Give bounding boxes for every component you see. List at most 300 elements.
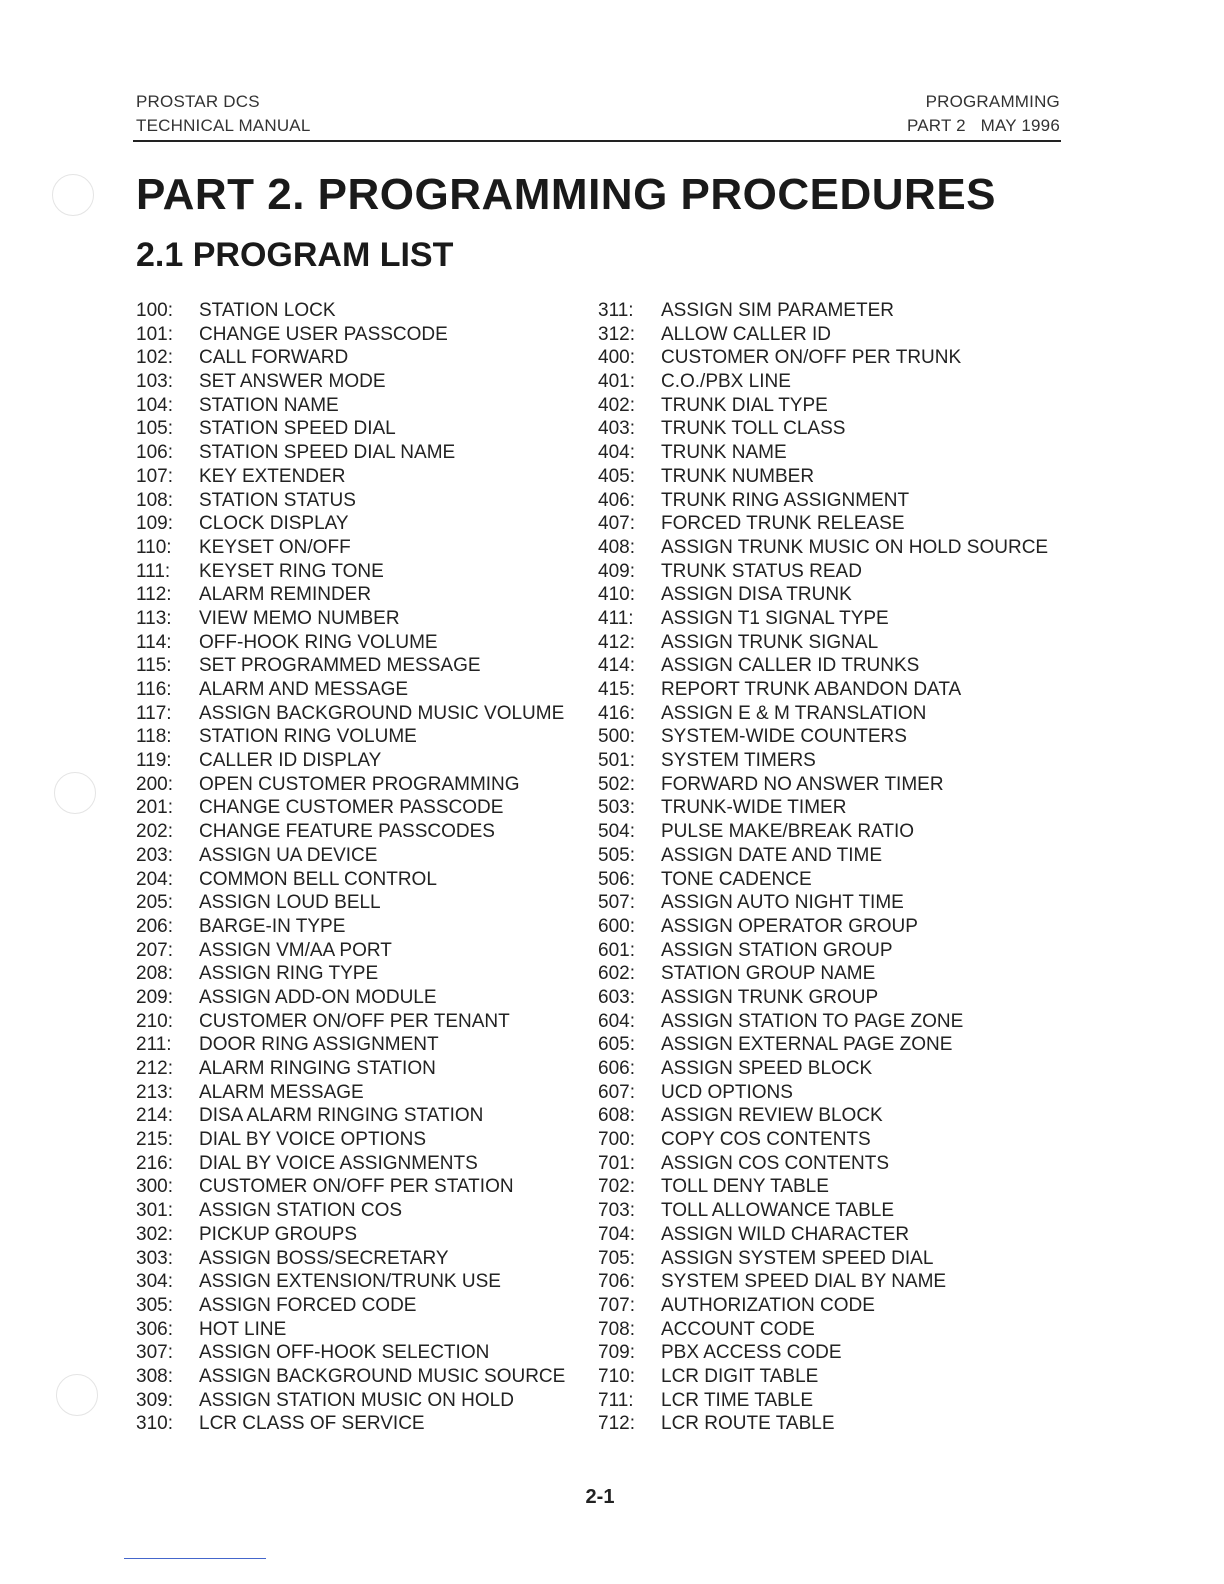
program-name: ASSIGN WILD CHARACTER [661, 1223, 910, 1245]
program-item [598, 299, 1038, 323]
program-name: STATION SPEED DIAL NAME [199, 442, 456, 464]
program-item [136, 749, 586, 773]
program-code: 415: [598, 679, 635, 700]
program-name: SYSTEM-WIDE COUNTERS [661, 726, 907, 748]
program-code: 215: [136, 1129, 173, 1151]
program-item [136, 1033, 586, 1057]
program-item [598, 346, 1038, 370]
program-name: COPY COS CONTENTS [661, 1129, 871, 1151]
program-code: 708: [598, 1318, 635, 1340]
program-code: 406: [598, 489, 635, 511]
program-item [136, 583, 586, 607]
program-item [598, 1152, 1038, 1176]
program-item [598, 536, 1049, 560]
program-list-left [136, 299, 586, 1436]
program-name: ASSIGN SPEED BLOCK [661, 1058, 873, 1079]
program-item [136, 1104, 586, 1128]
program-code: 410: [598, 584, 635, 606]
program-name: ASSIGN TRUNK MUSIC ON HOLD SOURCE [661, 536, 1049, 558]
program-name: PULSE MAKE/BREAK RATIO [661, 821, 915, 843]
program-name: ALLOW CALLER ID [661, 323, 831, 345]
program-item [136, 915, 586, 939]
program-code: 701: [598, 1152, 635, 1174]
program-item [598, 323, 1038, 347]
program-code: 116: [136, 679, 172, 700]
program-item [598, 1128, 1038, 1152]
program-name: PBX ACCESS CODE [661, 1342, 842, 1364]
header-manual: TECHNICAL MANUAL [136, 116, 311, 135]
program-code: 707: [598, 1294, 635, 1316]
program-item [598, 1365, 1038, 1389]
program-item [598, 560, 1038, 584]
program-name: STATION LOCK [199, 300, 336, 321]
program-name: ALARM AND MESSAGE [199, 679, 409, 700]
program-name: TRUNK STATUS READ [661, 560, 862, 582]
program-item [598, 915, 1038, 939]
program-name: SYSTEM TIMERS [661, 750, 816, 772]
program-item [598, 725, 1038, 749]
program-name: ALARM RINGING STATION [199, 1058, 436, 1079]
program-item [136, 1389, 586, 1413]
program-code: 301: [136, 1200, 173, 1222]
program-item [598, 583, 1038, 607]
program-name: CALL FORWARD [199, 347, 349, 369]
program-item [136, 844, 586, 868]
program-name: STATION NAME [199, 394, 339, 416]
program-item [136, 607, 586, 631]
program-name: TONE CADENCE [661, 868, 812, 890]
program-code: 205: [136, 892, 173, 914]
program-item [598, 1081, 1038, 1105]
program-code: 312: [598, 323, 635, 345]
program-item [136, 299, 586, 323]
program-code: 118: [136, 726, 172, 748]
program-code: 203: [136, 844, 173, 866]
program-item [136, 346, 586, 370]
program-name: ASSIGN STATION COS [199, 1200, 403, 1222]
program-code: 311: [598, 300, 634, 321]
program-code: 307: [136, 1342, 173, 1364]
program-code: 704: [598, 1223, 635, 1245]
program-name: ASSIGN BACKGROUND MUSIC SOURCE [199, 1365, 566, 1387]
program-code: 402: [598, 394, 635, 416]
program-code: 308: [136, 1365, 173, 1387]
program-code: 305: [136, 1294, 173, 1316]
program-name: FORCED TRUNK RELEASE [661, 513, 905, 535]
scan-edge-line [124, 1558, 266, 1559]
program-code: 212: [136, 1058, 173, 1079]
program-item [136, 1270, 586, 1294]
punch-hole-bottom [56, 1374, 98, 1416]
program-name: ASSIGN STATION MUSIC ON HOLD [199, 1389, 514, 1411]
program-item [136, 1318, 586, 1342]
program-name: ASSIGN EXTERNAL PAGE ZONE [661, 1034, 953, 1056]
program-code: 302: [136, 1223, 173, 1245]
program-item [598, 631, 1038, 655]
program-item [136, 702, 586, 726]
program-name: DISA ALARM RINGING STATION [199, 1105, 484, 1127]
program-name: ASSIGN T1 SIGNAL TYPE [661, 607, 889, 629]
program-item [136, 370, 586, 394]
program-item [598, 962, 1038, 986]
program-item [136, 1223, 586, 1247]
program-name: AUTHORIZATION CODE [661, 1294, 875, 1316]
program-name: COMMON BELL CONTROL [199, 868, 437, 890]
program-name: PICKUP GROUPS [199, 1223, 358, 1245]
header-product: PROSTAR DCS [136, 92, 260, 111]
program-item [598, 773, 1038, 797]
program-code: 300: [136, 1176, 173, 1198]
program-code: 309: [136, 1389, 173, 1411]
program-item [136, 1010, 586, 1034]
program-code: 601: [598, 939, 635, 961]
program-code: 102: [136, 347, 173, 369]
program-item [136, 1199, 586, 1223]
program-item [598, 820, 1038, 844]
program-code: 412: [598, 631, 635, 653]
program-name: CHANGE FEATURE PASSCODES [199, 821, 495, 843]
program-name: OPEN CUSTOMER PROGRAMMING [199, 773, 520, 795]
program-name: ASSIGN AUTO NIGHT TIME [661, 892, 904, 914]
header-rule [133, 140, 1061, 142]
program-item [598, 891, 1038, 915]
program-code: 306: [136, 1318, 173, 1340]
program-item [598, 654, 1038, 678]
program-name: CUSTOMER ON/OFF PER TENANT [199, 1010, 510, 1032]
program-name: ASSIGN UA DEVICE [199, 844, 378, 866]
header-part-date: PART 2 MAY 1996 [906, 116, 1060, 135]
program-name: SET ANSWER MODE [199, 371, 386, 393]
program-name: LCR CLASS OF SERVICE [199, 1413, 425, 1435]
program-item [136, 986, 586, 1010]
program-code: 103: [136, 371, 173, 393]
program-code: 119: [136, 750, 172, 772]
program-name: CUSTOMER ON/OFF PER TRUNK [661, 347, 962, 369]
program-code: 401: [598, 371, 635, 393]
program-code: 106: [136, 442, 173, 464]
program-code: 606: [598, 1058, 635, 1079]
program-code: 117: [136, 702, 172, 724]
program-item [136, 465, 586, 489]
program-code: 608: [598, 1105, 635, 1127]
program-code: 706: [598, 1271, 635, 1293]
program-name: ASSIGN EXTENSION/TRUNK USE [199, 1271, 501, 1293]
program-code: 109: [136, 513, 173, 535]
program-name: TRUNK NAME [661, 442, 787, 464]
program-name: ALARM REMINDER [199, 584, 372, 606]
program-item [136, 1365, 586, 1389]
program-item [598, 1104, 1038, 1128]
program-name: ASSIGN VM/AA PORT [199, 939, 392, 961]
program-item [598, 1057, 1038, 1081]
program-name: LCR ROUTE TABLE [661, 1413, 835, 1435]
program-name: TRUNK-WIDE TIMER [661, 797, 847, 819]
program-name: ASSIGN DATE AND TIME [661, 844, 883, 866]
program-name: VIEW MEMO NUMBER [199, 607, 400, 629]
program-code: 705: [598, 1247, 635, 1269]
program-code: 407: [598, 513, 635, 535]
program-code: 602: [598, 963, 635, 985]
program-name: ASSIGN ADD-ON MODULE [199, 986, 437, 1008]
program-code: 505: [598, 844, 635, 866]
program-name: CALLER ID DISPLAY [199, 750, 382, 772]
program-name: BARGE-IN TYPE [199, 915, 346, 937]
program-code: 604: [598, 1010, 635, 1032]
program-name: LCR TIME TABLE [661, 1389, 814, 1411]
program-code: 500: [598, 726, 635, 748]
program-item [136, 1294, 586, 1318]
program-item [136, 631, 586, 655]
program-item [598, 1223, 1038, 1247]
program-code: 108: [136, 489, 173, 511]
program-code: 209: [136, 986, 173, 1008]
program-code: 416: [598, 702, 635, 724]
program-item [598, 607, 1038, 631]
program-code: 607: [598, 1081, 635, 1103]
program-item [598, 678, 1038, 702]
section-title: 2.1 PROGRAM LIST [136, 236, 454, 274]
program-code: 113: [136, 607, 172, 629]
punch-hole-top [52, 174, 94, 216]
program-item [598, 1033, 1038, 1057]
program-name: KEYSET ON/OFF [199, 536, 351, 558]
program-name: CHANGE CUSTOMER PASSCODE [199, 797, 504, 819]
program-name: HOT LINE [199, 1318, 287, 1340]
program-name: KEY EXTENDER [199, 465, 346, 487]
program-name: TOLL ALLOWANCE TABLE [661, 1200, 895, 1222]
program-name: ASSIGN DISA TRUNK [661, 584, 852, 606]
program-name: ASSIGN TRUNK GROUP [661, 986, 879, 1008]
program-code: 507: [598, 892, 635, 914]
program-item [136, 1128, 586, 1152]
program-name: ASSIGN LOUD BELL [199, 892, 381, 914]
program-item [136, 1057, 586, 1081]
program-item [598, 512, 1038, 536]
program-code: 605: [598, 1034, 635, 1056]
program-code: 712: [598, 1413, 635, 1435]
program-code: 414: [598, 655, 635, 677]
program-item [598, 939, 1038, 963]
program-code: 213: [136, 1081, 173, 1103]
program-code: 105: [136, 418, 173, 440]
running-header-left [136, 90, 311, 138]
program-code: 112: [136, 584, 172, 606]
program-name: UCD OPTIONS [661, 1081, 793, 1103]
program-item [598, 749, 1038, 773]
program-item [136, 654, 586, 678]
program-code: 603: [598, 986, 635, 1008]
program-name: ASSIGN CALLER ID TRUNKS [661, 655, 920, 677]
program-code: 110: [136, 536, 172, 558]
program-list-right [598, 299, 1049, 1436]
program-name: DIAL BY VOICE OPTIONS [199, 1129, 427, 1151]
program-name: ACCOUNT CODE [661, 1318, 815, 1340]
program-name: TRUNK TOLL CLASS [661, 418, 846, 440]
program-name: ASSIGN FORCED CODE [199, 1294, 417, 1316]
program-item [136, 489, 586, 513]
program-item [598, 1318, 1038, 1342]
program-item [136, 820, 586, 844]
program-name: FORWARD NO ANSWER TIMER [661, 773, 944, 795]
program-code: 107: [136, 465, 173, 487]
program-item [136, 796, 586, 820]
program-code: 710: [598, 1365, 635, 1387]
program-name: ASSIGN RING TYPE [199, 963, 379, 985]
program-name: ASSIGN STATION TO PAGE ZONE [661, 1010, 964, 1032]
program-item [136, 536, 586, 560]
program-name: ASSIGN OFF-HOOK SELECTION [199, 1342, 490, 1364]
program-name: KEYSET RING TONE [199, 560, 384, 582]
program-code: 201: [136, 797, 173, 819]
program-code: 400: [598, 347, 635, 369]
page-number: 2-1 [585, 1486, 615, 1508]
program-item [136, 1412, 586, 1436]
program-item [136, 725, 586, 749]
program-item [136, 891, 586, 915]
program-code: 200: [136, 773, 173, 795]
program-name: ASSIGN REVIEW BLOCK [661, 1105, 883, 1127]
program-item [598, 1294, 1038, 1318]
program-code: 506: [598, 868, 635, 890]
program-code: 711: [598, 1389, 634, 1411]
program-code: 304: [136, 1271, 173, 1293]
program-code: 700: [598, 1129, 635, 1151]
program-item [598, 1010, 1038, 1034]
program-item [136, 1081, 586, 1105]
program-item [136, 512, 586, 536]
program-name: ASSIGN BACKGROUND MUSIC VOLUME [199, 702, 565, 724]
program-code: 211: [136, 1034, 172, 1056]
program-item [598, 489, 1038, 513]
program-name: SET PROGRAMMED MESSAGE [199, 655, 481, 677]
program-name: ASSIGN BOSS/SECRETARY [199, 1247, 449, 1269]
program-code: 408: [598, 536, 635, 558]
program-item [136, 1341, 586, 1365]
program-item [136, 773, 586, 797]
program-item [136, 1247, 586, 1271]
program-code: 411: [598, 607, 634, 629]
program-item [136, 417, 586, 441]
program-code: 208: [136, 963, 173, 985]
program-name: LCR DIGIT TABLE [661, 1365, 819, 1387]
program-item [136, 939, 586, 963]
program-item [136, 868, 586, 892]
program-name: TRUNK RING ASSIGNMENT [661, 489, 910, 511]
program-item [598, 1247, 1038, 1271]
program-name: TRUNK NUMBER [661, 465, 815, 487]
program-item [598, 465, 1038, 489]
program-name: ASSIGN SYSTEM SPEED DIAL [661, 1247, 934, 1269]
program-item [136, 1175, 586, 1199]
program-item [598, 868, 1038, 892]
program-name: REPORT TRUNK ABANDON DATA [661, 679, 962, 700]
program-code: 202: [136, 821, 173, 843]
program-item [598, 370, 1038, 394]
program-name: DOOR RING ASSIGNMENT [199, 1034, 439, 1056]
program-item [598, 844, 1038, 868]
program-name: TOLL DENY TABLE [661, 1176, 829, 1198]
program-item [598, 702, 1038, 726]
program-code: 502: [598, 773, 635, 795]
running-header-right [907, 90, 1060, 138]
program-code: 404: [598, 442, 635, 464]
program-item [598, 1175, 1038, 1199]
program-name: STATION GROUP NAME [661, 963, 876, 985]
program-item [598, 796, 1038, 820]
program-code: 115: [136, 655, 172, 677]
program-code: 114: [136, 631, 172, 653]
program-name: STATION SPEED DIAL [199, 418, 396, 440]
program-item [598, 1412, 1038, 1436]
program-name: CHANGE USER PASSCODE [199, 323, 448, 345]
program-item [136, 323, 586, 347]
program-name: CLOCK DISPLAY [199, 513, 349, 535]
program-code: 204: [136, 868, 173, 890]
program-item [598, 441, 1038, 465]
program-item [598, 986, 1038, 1010]
program-code: 216: [136, 1152, 173, 1174]
program-name: ASSIGN OPERATOR GROUP [661, 915, 918, 937]
program-item [598, 1341, 1038, 1365]
program-code: 403: [598, 418, 635, 440]
program-name: C.O./PBX LINE [661, 371, 791, 393]
program-item [598, 1199, 1038, 1223]
program-code: 111: [136, 560, 171, 582]
program-code: 101: [136, 323, 173, 345]
program-code: 503: [598, 797, 635, 819]
program-name: CUSTOMER ON/OFF PER STATION [199, 1176, 514, 1198]
program-code: 100: [136, 300, 173, 321]
program-name: TRUNK DIAL TYPE [661, 394, 828, 416]
program-code: 104: [136, 394, 173, 416]
program-name: ALARM MESSAGE [199, 1081, 364, 1103]
program-code: 409: [598, 560, 635, 582]
program-code: 206: [136, 915, 173, 937]
program-item [598, 394, 1038, 418]
program-name: OFF-HOOK RING VOLUME [199, 631, 438, 653]
header-chapter: PROGRAMMING [925, 92, 1060, 111]
program-name: DIAL BY VOICE ASSIGNMENTS [199, 1152, 478, 1174]
program-name: SYSTEM SPEED DIAL BY NAME [661, 1271, 947, 1293]
program-code: 702: [598, 1176, 635, 1198]
program-name: ASSIGN COS CONTENTS [661, 1152, 890, 1174]
program-code: 210: [136, 1010, 173, 1032]
program-item [136, 560, 586, 584]
program-code: 214: [136, 1105, 173, 1127]
program-item [598, 1389, 1038, 1413]
program-item [136, 962, 586, 986]
page-title: PART 2. PROGRAMMING PROCEDURES [136, 170, 997, 219]
program-item [598, 417, 1038, 441]
program-code: 303: [136, 1247, 173, 1269]
program-code: 504: [598, 821, 635, 843]
program-code: 703: [598, 1200, 635, 1222]
program-code: 600: [598, 915, 635, 937]
program-code: 405: [598, 465, 635, 487]
program-code: 709: [598, 1342, 635, 1364]
program-name: STATION STATUS [199, 489, 356, 511]
program-item [136, 441, 586, 465]
punch-hole-middle [54, 772, 96, 814]
program-name: ASSIGN STATION GROUP [661, 939, 893, 961]
program-name: ASSIGN E & M TRANSLATION [661, 702, 927, 724]
program-name: STATION RING VOLUME [199, 726, 417, 748]
program-item [598, 1270, 1038, 1294]
program-item [136, 394, 586, 418]
program-name: ASSIGN TRUNK SIGNAL [661, 631, 879, 653]
program-code: 310: [136, 1413, 173, 1435]
program-item [136, 678, 586, 702]
